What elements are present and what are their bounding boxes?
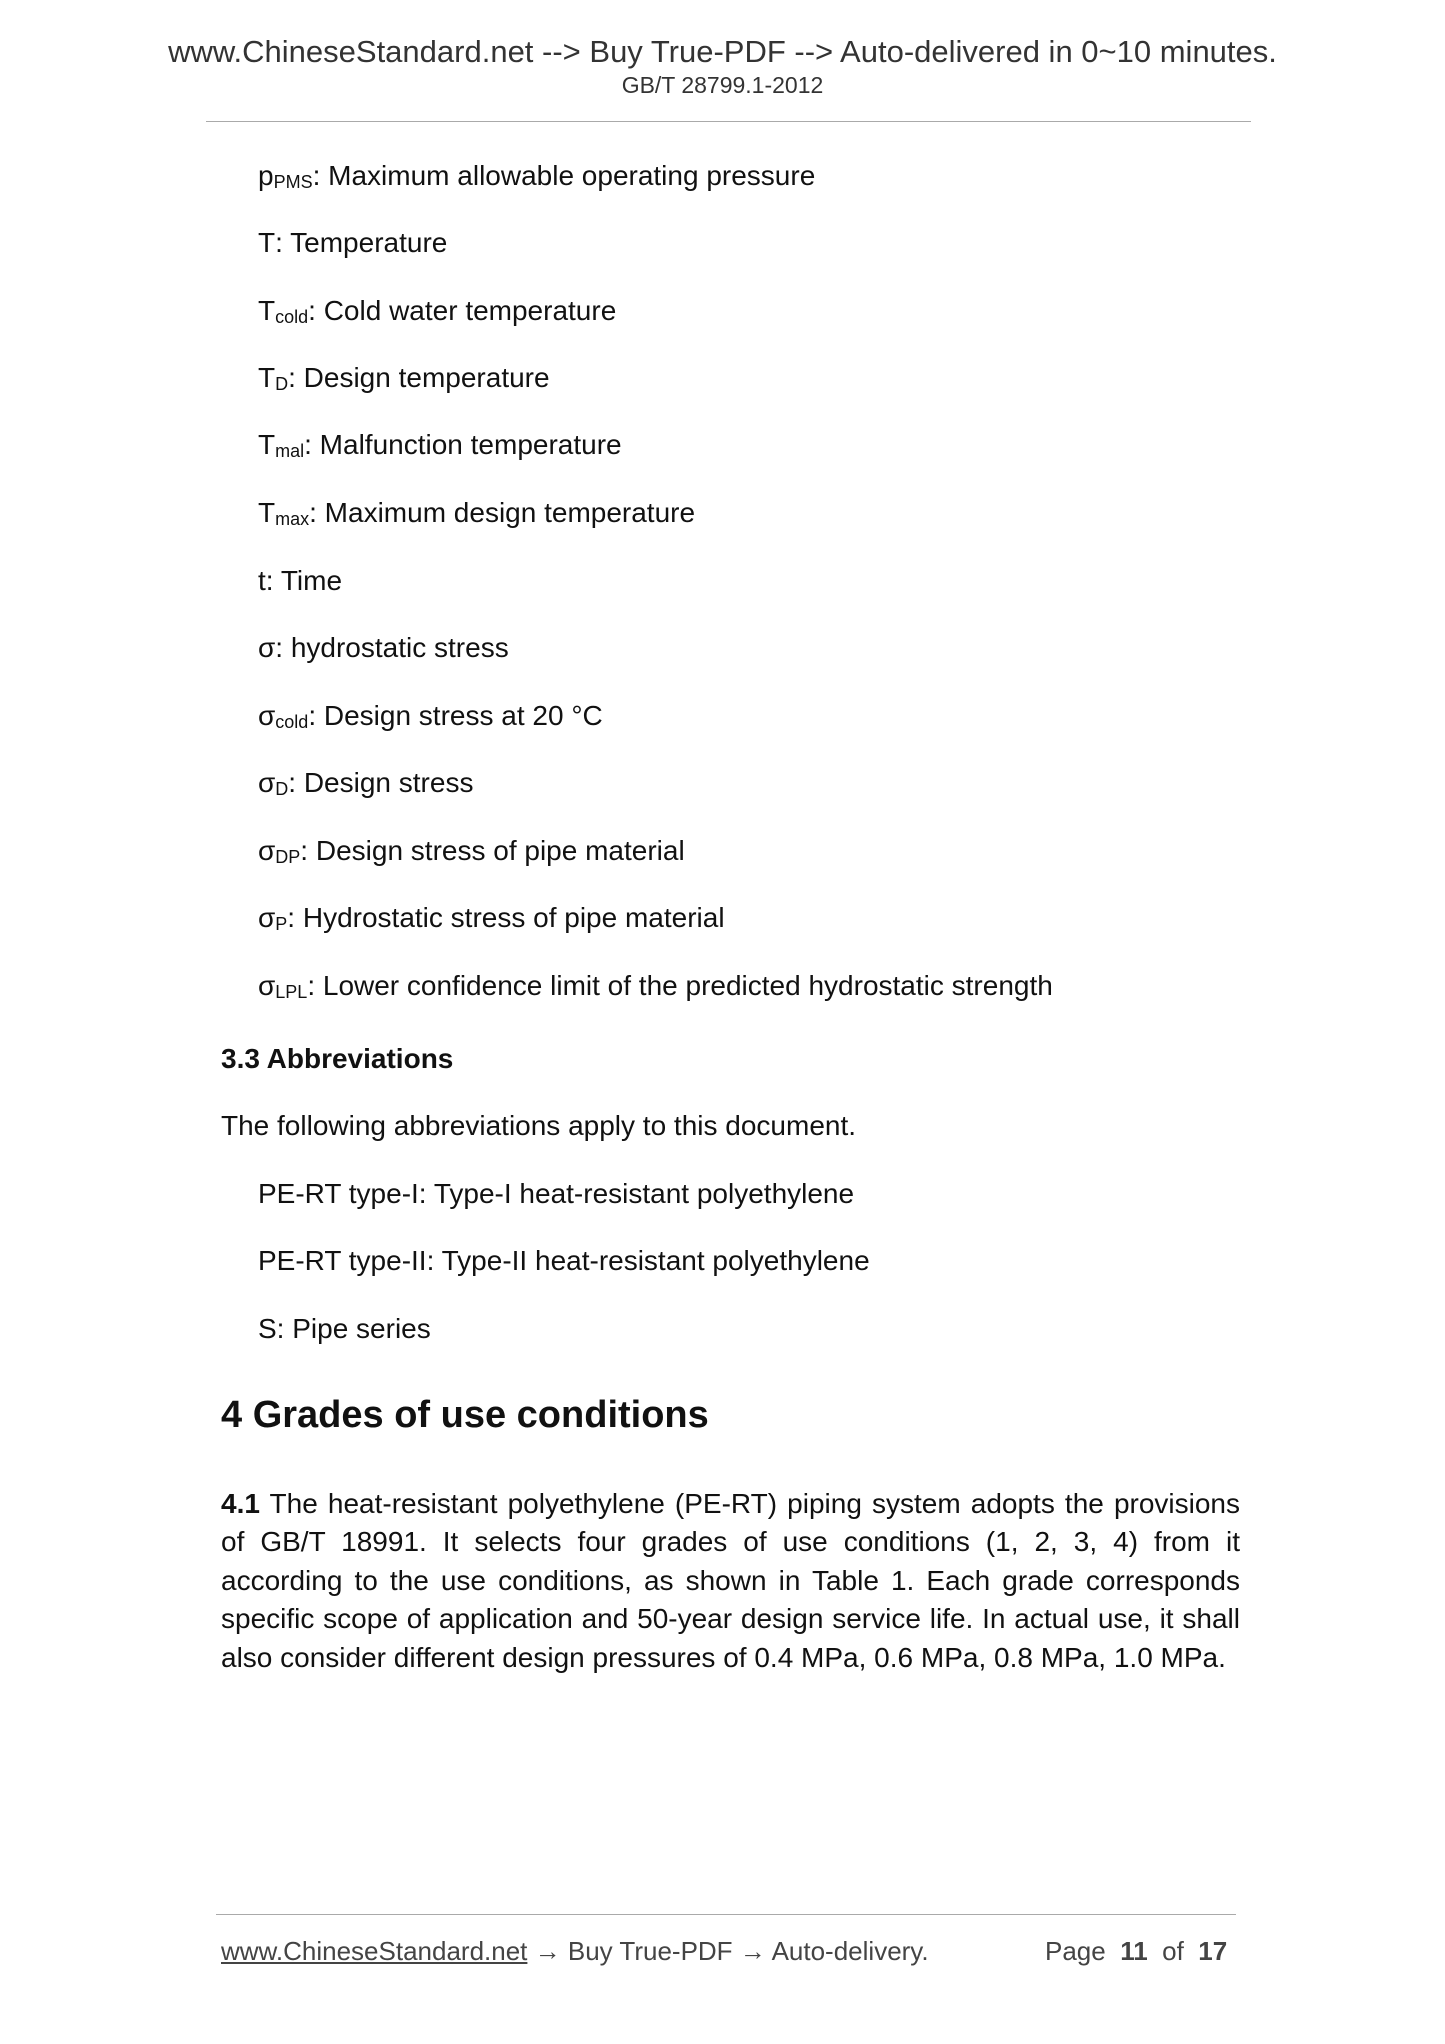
clause-text: The heat-resistant polyethylene (PE-RT) piping system adopts the provisions of GB/T 18991. It selects four grades of use conditions (1, 2, 3, 4) from it according to the use conditions, as shown in Table 1. Each grade corresponds specific scope of application and 50-year design service life. In actual use, it shall also consider different design pressures of 0.4 MPa, 0.6 MPa, 0.8 MPa, 1.0 MPa.	[221, 1488, 1240, 1673]
abbreviation-item: PE-RT type-I: Type-I heat-resistant polyethylene	[258, 1178, 855, 1209]
footer-promo-text: → Buy True-PDF → Auto-delivery.	[527, 1936, 929, 1966]
symbol-item: $p_{PMS}$: Maximum allowable operating pressure	[258, 160, 816, 192]
symbol-item: $T_D$: Design temperature	[258, 362, 550, 394]
total-pages: 17	[1198, 1936, 1228, 1966]
clause-number: 4.1	[221, 1488, 260, 1519]
footer-promo	[221, 1938, 929, 1964]
symbol-item: $T_{cold}$: Cold water temperature	[258, 295, 617, 327]
footer-divider	[216, 1914, 1236, 1915]
section-heading-abbreviations: 3.3 Abbreviations	[221, 1043, 454, 1074]
symbol-item: T: Temperature	[258, 227, 448, 258]
standard-code: GB/T 28799.1-2012	[621, 72, 824, 98]
section-heading-grades: 4 Grades of use conditions	[221, 1394, 709, 1436]
symbol-item: $T_{mal}$: Malfunction temperature	[258, 429, 622, 461]
symbol-item: $T_{max}$: Maximum design temperature	[258, 497, 696, 529]
header-banner: www.ChineseStandard.net --> Buy True-PDF --> Auto-delivered in 0~10 minutes.	[168, 34, 1277, 69]
symbol-item: t: Time	[258, 565, 343, 596]
symbol-item: $\sigma_{DP}$: Design stress of pipe material	[258, 835, 685, 867]
symbol-item: $\sigma_{LPL}$: Lower confidence limit of the predicted hydrostatic strength	[258, 970, 1053, 1002]
symbol-item: $\sigma_{cold}$: Design stress at 20 °C	[258, 700, 603, 732]
symbol-item: $\sigma_D$: Design stress	[258, 767, 474, 799]
page-indicator: Page 11 of 17	[1045, 1936, 1228, 1966]
abbreviation-item: S: Pipe series	[258, 1313, 431, 1344]
abbreviation-item: PE-RT type-II: Type-II heat-resistant polyethylene	[258, 1245, 870, 1276]
clause-4-1	[221, 1485, 1240, 1677]
footer-link[interactable]: www.ChineseStandard.net	[221, 1936, 528, 1966]
current-page: 11	[1120, 1936, 1148, 1966]
symbol-item: σ: hydrostatic stress	[258, 632, 509, 663]
header-divider	[206, 121, 1251, 122]
symbol-item: $\sigma_P$: Hydrostatic stress of pipe material	[258, 902, 725, 934]
abbreviations-intro: The following abbreviations apply to this document.	[221, 1110, 857, 1141]
